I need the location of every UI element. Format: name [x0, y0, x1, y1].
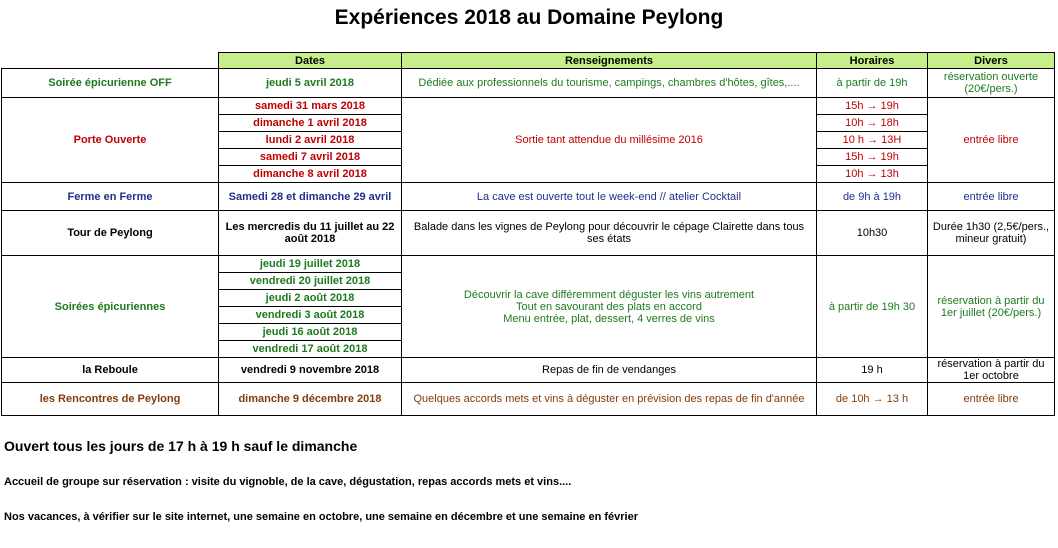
holidays-note: Nos vacances, à vérifier sur le site internet, une semaine en octobre, une semaine en décembre et une semaine en février — [4, 511, 638, 523]
event-info: Repas de fin de vendanges — [402, 358, 817, 383]
event-info — [402, 256, 817, 358]
event-date: jeudi 19 juillet 2018 — [219, 256, 402, 273]
event-date: dimanche 9 décembre 2018 — [219, 383, 402, 416]
event-misc: Durée 1h30 (2,5€/pers., mineur gratuit) — [928, 211, 1055, 256]
event-hours: 15h → 19h — [817, 98, 928, 115]
group-visits-note: Accueil de groupe sur réservation : visite du vignoble, de la cave, dégustation, repas accords mets et vins.... — [4, 476, 572, 488]
event-info: Balade dans les vignes de Peylong pour découvrir le cépage Clairette dans tous ses états — [402, 211, 817, 256]
event-name: Porte Ouverte — [2, 98, 219, 183]
event-date: jeudi 5 avril 2018 — [219, 69, 402, 98]
event-hours: 15h → 19h — [817, 149, 928, 166]
event-date: vendredi 3 août 2018 — [219, 307, 402, 324]
event-date: dimanche 1 avril 2018 — [219, 115, 402, 132]
event-misc: entrée libre — [928, 98, 1055, 183]
column-header-hours: Horaires — [817, 53, 928, 69]
event-name: Soirées épicuriennes — [2, 256, 219, 358]
table-row — [2, 256, 1055, 273]
table-row — [2, 383, 1055, 416]
event-hours: 10h30 — [817, 211, 928, 256]
event-info-line: Menu entrée, plat, dessert, 4 verres de vins — [503, 312, 715, 325]
event-hours: 10h → 13h — [817, 166, 928, 183]
event-misc: réservation à partir du 1er juillet (20€/pers.) — [928, 256, 1055, 358]
event-hours: à partir de 19h 30 — [817, 256, 928, 358]
event-date: samedi 7 avril 2018 — [219, 149, 402, 166]
event-name: Soirée épicurienne OFF — [2, 69, 219, 98]
table-row — [2, 358, 1055, 383]
event-date: dimanche 8 avril 2018 — [219, 166, 402, 183]
event-info: Dédiée aux professionnels du tourisme, campings, chambres d'hôtes, gîtes,.... — [402, 69, 817, 98]
event-hours: à partir de 19h — [817, 69, 928, 98]
event-date: jeudi 16 août 2018 — [219, 324, 402, 341]
event-misc: entrée libre — [928, 383, 1055, 416]
event-date: jeudi 2 août 2018 — [219, 290, 402, 307]
event-date: lundi 2 avril 2018 — [219, 132, 402, 149]
event-name: la Reboule — [2, 358, 219, 383]
event-hours: 10h → 18h — [817, 115, 928, 132]
column-header-dates: Dates — [219, 53, 402, 69]
event-info-line: Découvrir la cave différemment déguster les vins autrement — [463, 288, 755, 301]
table-row — [2, 98, 1055, 115]
opening-hours-note: Ouvert tous les jours de 17 h à 19 h sauf le dimanche — [4, 438, 358, 454]
event-date: samedi 31 mars 2018 — [219, 98, 402, 115]
event-info-line: Tout en savourant des plats en accord — [516, 300, 702, 313]
event-date: vendredi 17 août 2018 — [219, 341, 402, 358]
table-row — [2, 69, 1055, 98]
page-title: Expériences 2018 au Domaine Peylong — [334, 6, 724, 29]
event-date: Les mercredis du 11 juillet au 22 août 2018 — [219, 211, 402, 256]
event-info: La cave est ouverte tout le week-end // atelier Cocktail — [402, 183, 817, 211]
header-blank-cell — [2, 53, 219, 69]
event-name: Ferme en Ferme — [2, 183, 219, 211]
table-header-row — [2, 53, 1055, 69]
event-misc: entrée libre — [928, 183, 1055, 211]
event-date: vendredi 20 juillet 2018 — [219, 273, 402, 290]
event-date: vendredi 9 novembre 2018 — [219, 358, 402, 383]
event-hours: 10 h → 13H — [817, 132, 928, 149]
event-name: les Rencontres de Peylong — [2, 383, 219, 416]
table-row — [2, 183, 1055, 211]
event-misc: réservation à partir du 1er octobre — [928, 358, 1055, 383]
event-date: Samedi 28 et dimanche 29 avril — [219, 183, 402, 211]
column-header-info: Renseignements — [402, 53, 817, 69]
event-misc: réservation ouverte (20€/pers.) — [928, 69, 1055, 98]
column-header-misc: Divers — [928, 53, 1055, 69]
event-hours: 19 h — [817, 358, 928, 383]
event-hours: de 10h → 13 h — [817, 383, 928, 416]
events-table — [1, 52, 1055, 416]
event-hours: de 9h à 19h — [817, 183, 928, 211]
event-info: Sortie tant attendue du millésime 2016 — [402, 98, 817, 183]
event-name: Tour de Peylong — [2, 211, 219, 256]
table-row — [2, 211, 1055, 256]
event-info: Quelques accords mets et vins à déguster en prévision des repas de fin d'année — [402, 383, 817, 416]
